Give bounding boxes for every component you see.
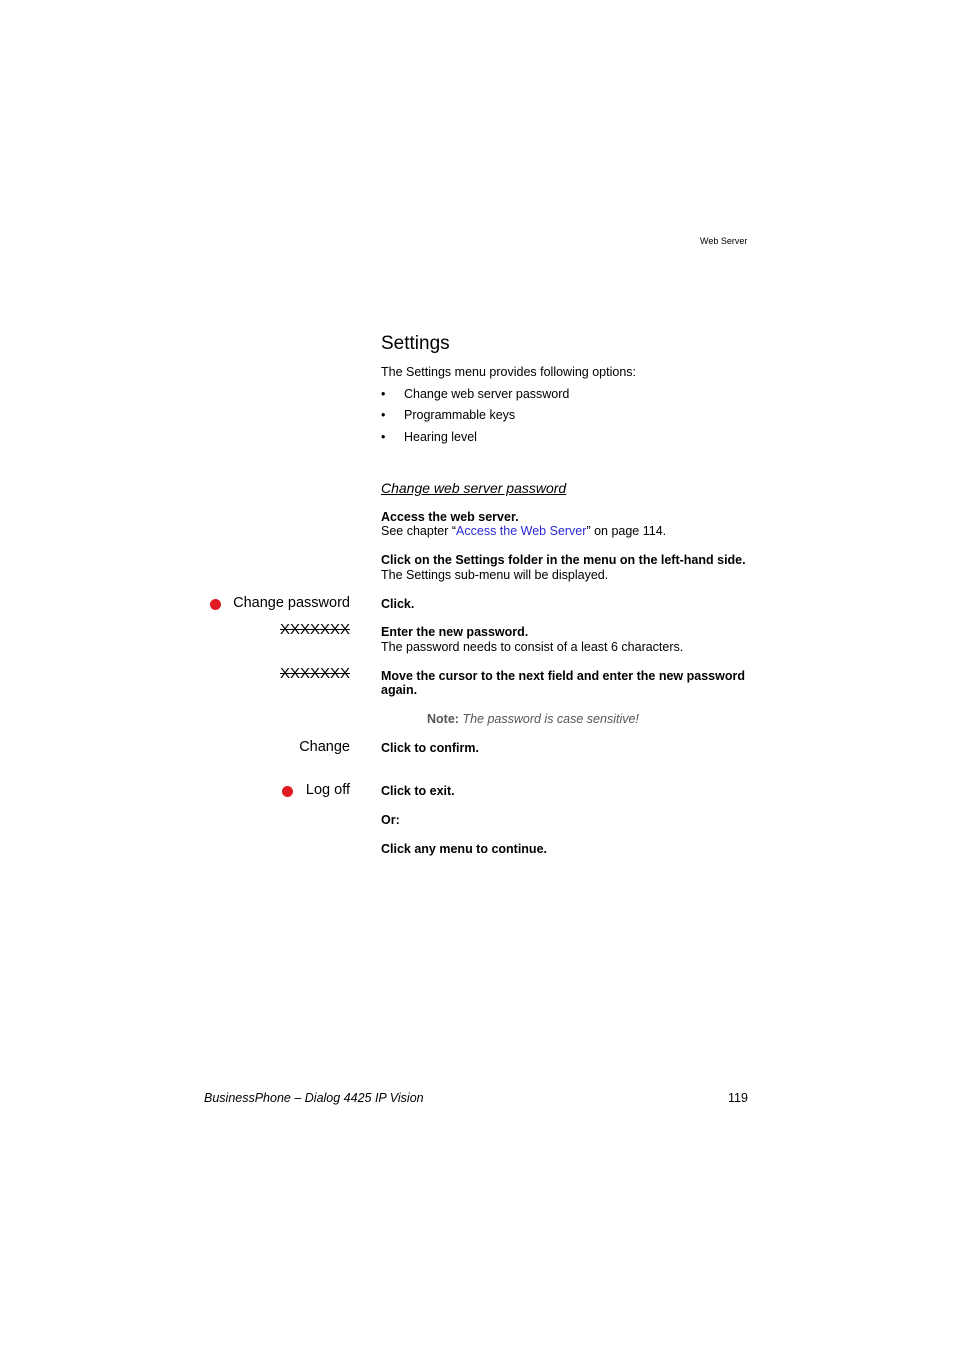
bullet-icon: • xyxy=(381,387,386,401)
new-password-field[interactable]: XXXXXXX xyxy=(279,621,350,638)
list-item xyxy=(381,408,681,424)
red-bullet-icon xyxy=(210,599,221,610)
step-continue: Click any menu to continue. xyxy=(381,842,547,856)
red-bullet-icon xyxy=(282,786,293,797)
step-settings-folder: Click on the Settings folder in the menu on the left-hand side. xyxy=(381,553,746,567)
step-access-reference xyxy=(381,524,666,538)
running-header: Web Server xyxy=(700,236,748,246)
step-confirm: Click to confirm. xyxy=(381,741,479,755)
confirm-password-field[interactable]: XXXXXXX xyxy=(279,665,350,682)
step-settings-result: The Settings sub-menu will be displayed. xyxy=(381,568,609,582)
note-label: Note: xyxy=(427,712,459,726)
list-item-label: Change web server password xyxy=(404,387,570,401)
step-password-rule: The password needs to consist of a least 6 characters. xyxy=(381,640,684,654)
change-button[interactable]: Change xyxy=(299,739,350,755)
or-label: Or: xyxy=(381,813,400,827)
step-access-web-server: Access the web server. xyxy=(381,510,519,524)
step-enter-password: Enter the new password. xyxy=(381,625,529,639)
step-click: Click. xyxy=(381,597,415,611)
log-off-button[interactable]: Log off xyxy=(305,782,350,798)
intro-text: The Settings menu provides following options: xyxy=(381,365,637,379)
note xyxy=(427,712,639,726)
list-item xyxy=(381,430,681,446)
bullet-icon: • xyxy=(381,408,386,422)
list-item-label: Programmable keys xyxy=(404,408,516,422)
step-reenter-line2: again. xyxy=(381,683,418,697)
list-item-label: Hearing level xyxy=(404,430,477,444)
change-password-button[interactable]: Change password xyxy=(233,595,350,611)
list-item xyxy=(381,387,681,403)
access-web-server-link[interactable]: Access the Web Server xyxy=(456,524,587,538)
bullet-icon: • xyxy=(381,430,386,444)
footer-product: BusinessPhone – Dialog 4425 IP Vision xyxy=(204,1091,424,1105)
step-exit: Click to exit. xyxy=(381,784,455,798)
reference-suffix: ” on page 114. xyxy=(586,524,667,538)
section-subheading: Change web server password xyxy=(381,480,567,496)
note-text: The password is case sensitive! xyxy=(462,712,639,726)
page-title: Settings xyxy=(381,333,450,354)
reference-prefix: See chapter “ xyxy=(381,524,457,538)
step-reenter-line1: Move the cursor to the next field and enter the new password xyxy=(381,669,745,683)
page-number: 119 xyxy=(728,1091,748,1105)
